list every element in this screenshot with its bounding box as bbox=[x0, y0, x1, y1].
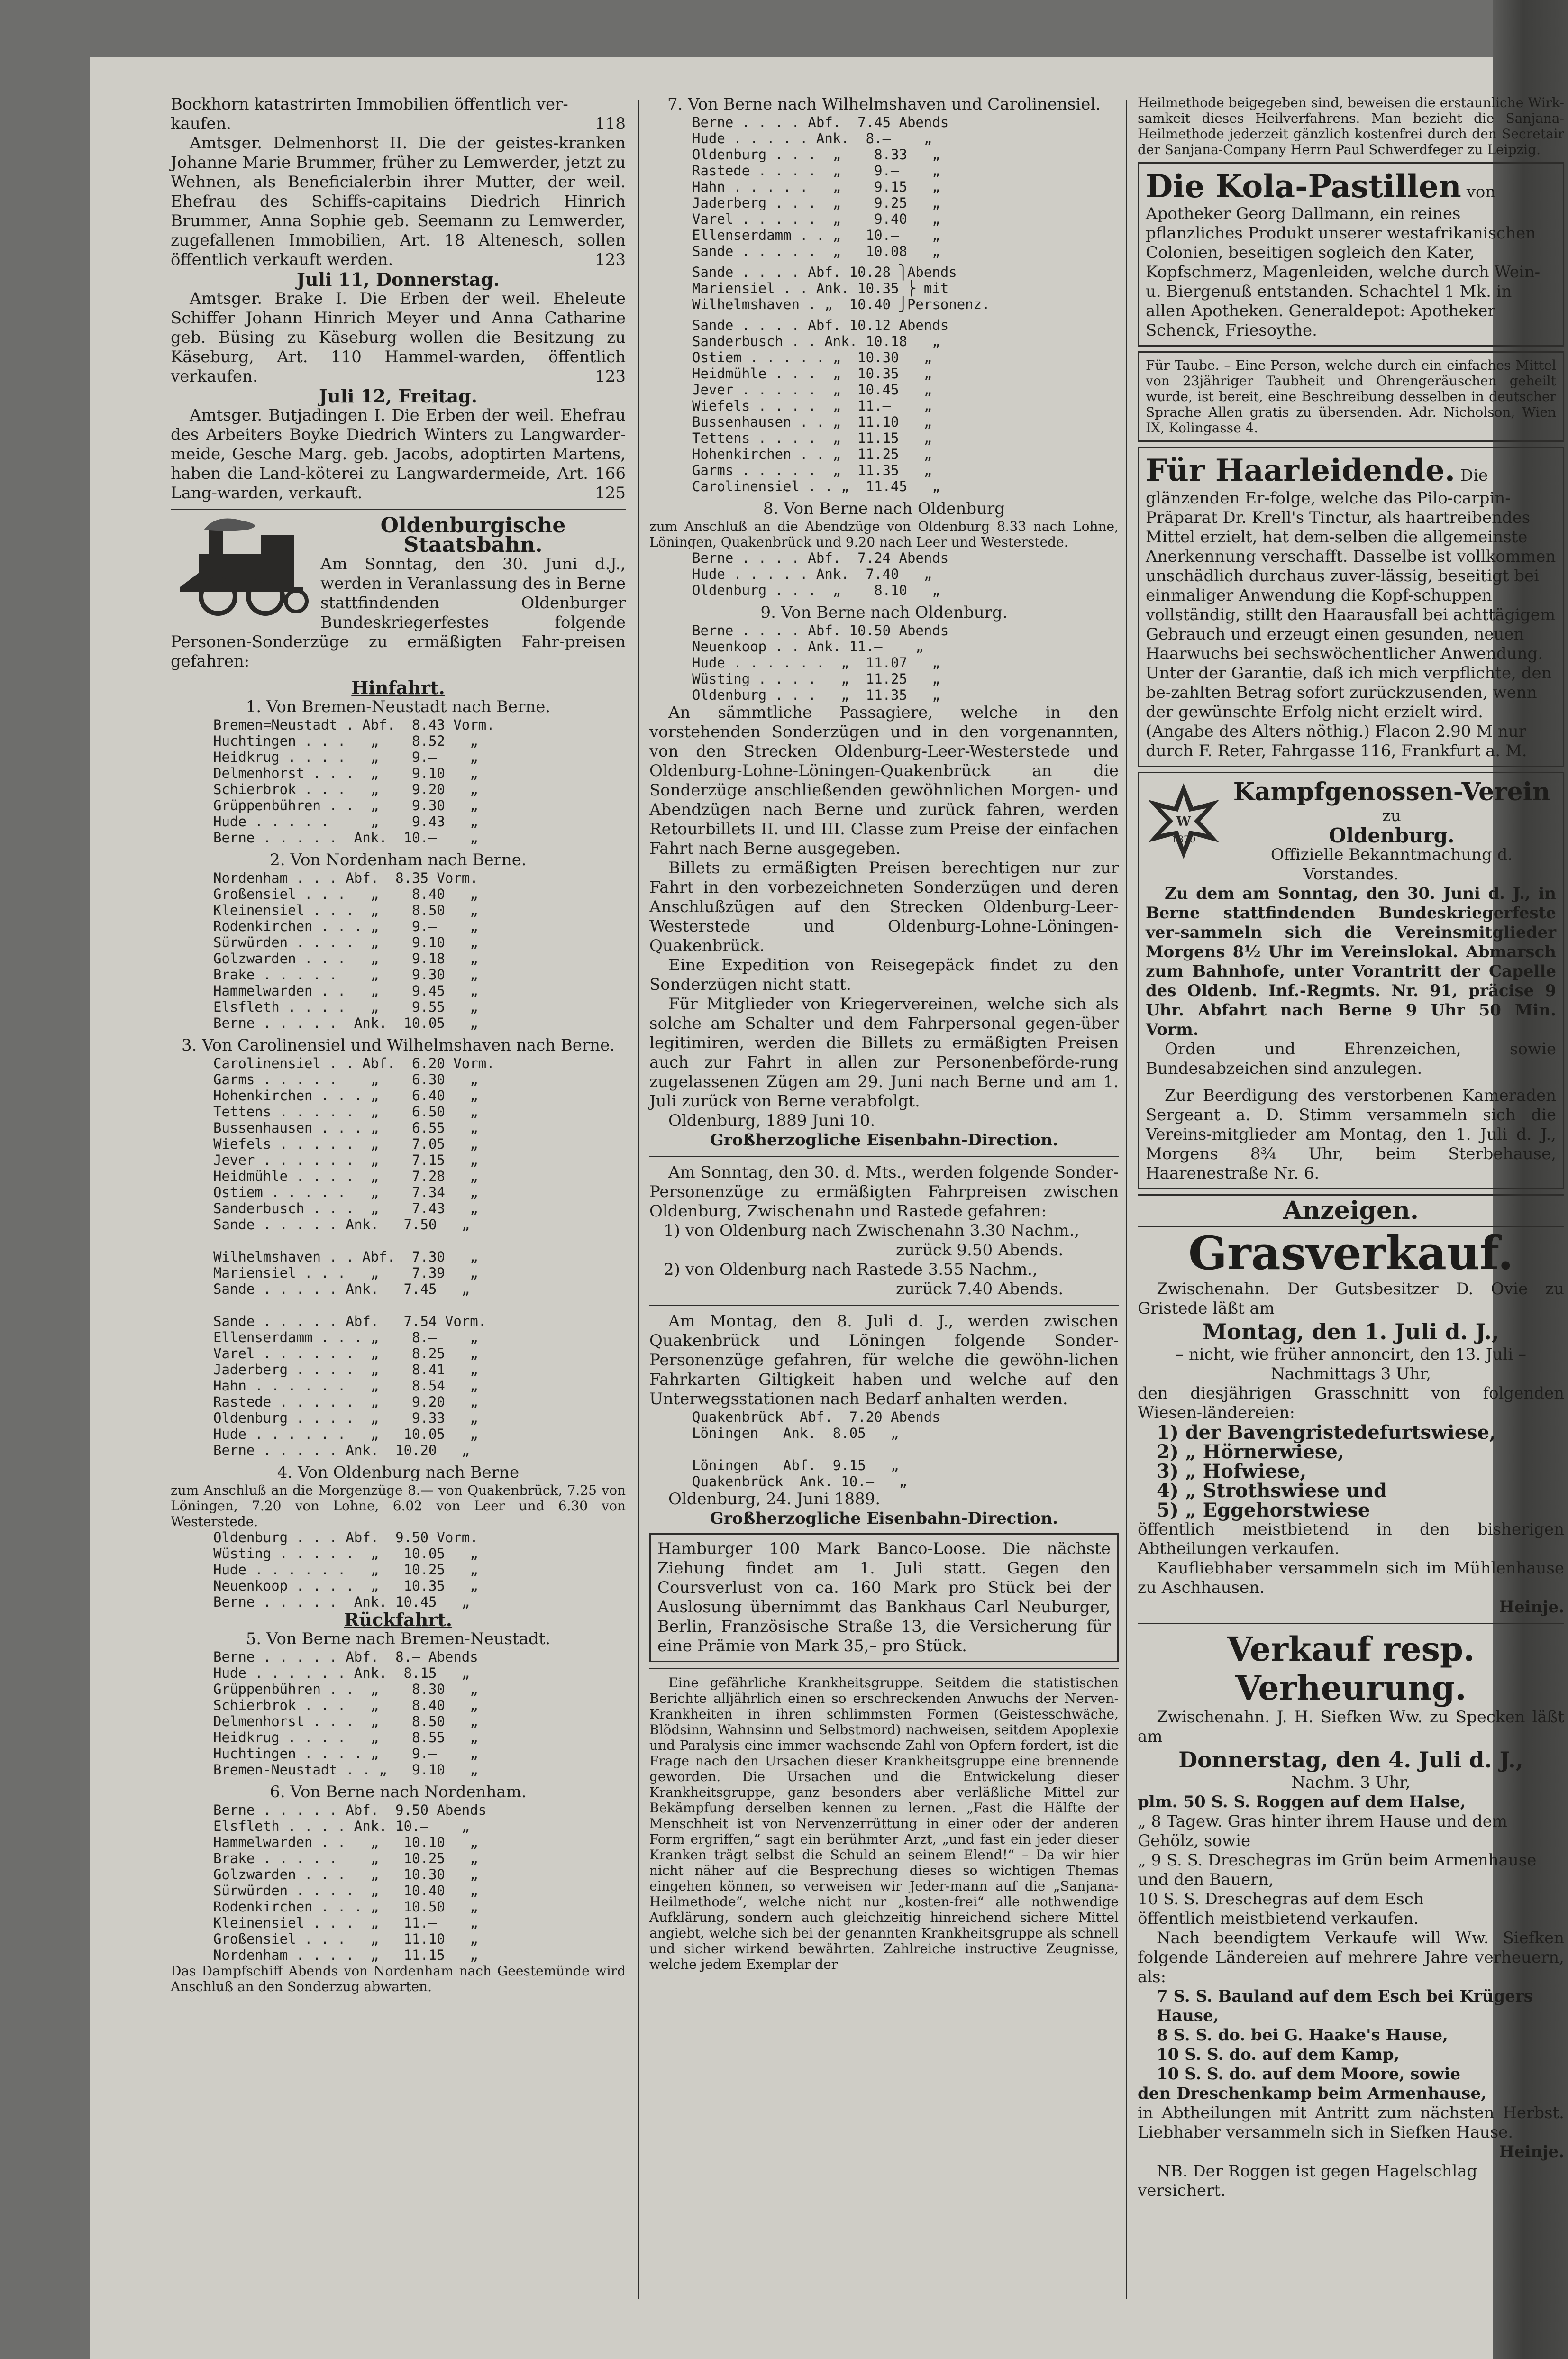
svg-text:W: W bbox=[1176, 814, 1191, 829]
gras-signature: Heinje. bbox=[1499, 1598, 1564, 1617]
verkauf-land-4: 10 S. S. do. auf dem Moore, sowie bbox=[1157, 2065, 1460, 2084]
verkauf-text-1: Zwischenahn. J. H. Siefken Ww. zu Specken läßt am bbox=[1138, 1708, 1564, 1746]
kampf-zu: zu bbox=[1382, 806, 1401, 825]
kola-text: von Apotheker Georg Dallmann, ein reines pflanzliches Produkt unserer westafrikanischen Colonien, beseitigen sogleich den Kater, Kopfschmerz, Magenleiden, welche durch Wein- u. Biergenuß entstanden. Schachtel 1 Mk. in allen Apotheken. Generaldepot: Apotheker Schenck, Friesoythe. bbox=[1146, 183, 1541, 340]
top-line-2: kaufen. 118 bbox=[171, 114, 626, 133]
column-rule-2 bbox=[1126, 100, 1127, 2299]
route-4-title: 4. Von Oldenburg nach Berne bbox=[277, 1463, 520, 1482]
divider bbox=[649, 1668, 1119, 1669]
route-7-timetable: Berne . . . . Abf. 7.45 Abends Hude . . . . . Ank. 8.— „ Oldenburg . . . „ 8.33 „ Rastede . . . . „ 9.— „ Hahn . . . . . „ 9.15 „ Jaderberg . . . „ 9.25 „ Varel . . . . . „ 9.40 „ Ellenserdamm . . „ 10.— „ Sande . . . . . „ 10.08 „ bbox=[692, 114, 949, 259]
column-rule-1 bbox=[638, 100, 639, 2299]
kampf-place: Oldenburg. bbox=[1329, 824, 1455, 847]
route-6-timetable: Berne . . . . . Abf. 9.50 Abends Elsfleth . . . . Ank. 10.— „ Hammelwarden . . „ 10.10 „ Brake . . . . . „ 10.25 „ Golzwarden . . . „ 10.30 „ Sürwürden . . . . „ 10.40 „ Rodenkirchen . . . „ 10.50 „ Kleinensiel . . . „ 11.— „ Großensiel . . . „ 11.10 „ Nordenham . . . . „ 11.15 „ bbox=[213, 1802, 487, 1963]
gras-item-3: 3) „ Hofwiese, bbox=[1157, 1460, 1307, 1482]
gras-item-1: 1) der Bavengristedefurtswiese, bbox=[1157, 1421, 1496, 1444]
route-6-title: 6. Von Berne nach Nordenham. bbox=[270, 1783, 527, 1801]
gras-text-4: öffentlich meistbietend in den bisherigen Abtheilungen verkaufen. bbox=[1138, 1520, 1564, 1558]
rail-intro: Am Sonntag, den 30. Juni d.J., werden in Veranlassung des in Berne stattfindenden Oldenburger Bundeskriegerfestes folgende Personen-Sonderzüge zu ermäßigten Fahr-preisen gefahren: bbox=[171, 555, 626, 671]
verkauf-time: Nachm. 3 Uhr, bbox=[1291, 1773, 1411, 1792]
gras-title: Grasverkauf. bbox=[1188, 1226, 1514, 1280]
route-7-title: 7. Von Berne nach Wilhelmshaven und Carolinensiel. bbox=[667, 95, 1101, 114]
verkauf-item-1: plm. 50 S. S. Roggen auf dem Halse, bbox=[1138, 1792, 1466, 1811]
kampfgenossen-ad bbox=[1138, 772, 1564, 1189]
signature-date-2: Oldenburg, 24. Juni 1889. bbox=[668, 1490, 881, 1509]
route-9-title: 9. Von Berne nach Oldenburg. bbox=[760, 603, 1008, 622]
divider bbox=[649, 1156, 1119, 1157]
hamburg-lottery-ad: Hamburger 100 Mark Banco-Loose. Die nächste Ziehung findet am 1. Juli statt. Gegen den Coursverlust von ca. 160 Mark pro Stück bei der Auslosung übernimmt das Bankhaus Carl Neuburger, Berlin, Französische Straße 13, die Versicherung für eine Prämie von Mark 35,– pro Stück. bbox=[649, 1533, 1119, 1662]
signature-2: Großherzogliche Eisenbahn-Direction. bbox=[710, 1509, 1058, 1528]
verkauf-land-3: 10 S. S. do. auf dem Kamp, bbox=[1157, 2045, 1400, 2064]
route-5-title: 5. Von Berne nach Bremen-Neustadt. bbox=[246, 1629, 551, 1648]
haar-text: Die glänzenden Er-folge, welche das Pilo-carpin-Präparat Dr. Krell's Tinctur, als haartreibendes Mittel erzielt, hat dem-selben die allgemeinste Anerkennung verschafft. Dasselbe ist vollkommen unschädlich durchaus zuver-lässig, beseitigt bei einmaliger Anwendung die Kopf-schuppen vollständig, stillt den Haarausfall bei achttägigem Gebrauch und erzeugt einen gesunden, neuen Haarwuchs bei sechswöchentlicher Anwendung. Unter der Garantie, daß ich mich verpflichte, den be-zahlten Betrag sofort zurückzusenden, wenn der gewünschte Erfolg nicht erzielt wird. (Angabe des Alters nöthig.) Flacon 2.90 M nur durch F. Reter, Fahrgasse 116, Frankfurt a. M. bbox=[1146, 466, 1556, 760]
verkauf-text-2: öffentlich meistbietend verkaufen. bbox=[1138, 1909, 1419, 1928]
route-8-title: 8. Von Berne nach Oldenburg bbox=[763, 499, 1005, 518]
cross-year: 1870 bbox=[1171, 833, 1196, 845]
date-heading-1: Juli 11, Donnerstag. bbox=[296, 269, 500, 290]
kola-ad bbox=[1138, 162, 1564, 347]
veterans-notice: Für Mitglieder von Kriegervereinen, welche sich als solche am Schalter und dem Fahrpersonal gegen-über legitimiren, werden die Billets zu ermäßigten Preisen auch zur Fahrt in allen zur Personenbeförde-rung zugelassenen Zügen am 29. Juni nach Berne und am 1. Juli zurück von Berne verabfolgt. bbox=[649, 995, 1119, 1111]
gras-item-2: 2) „ Hörnerwiese, bbox=[1157, 1441, 1344, 1463]
locomotive-icon bbox=[171, 516, 313, 620]
signature-date-1: Oldenburg, 1889 Juni 10. bbox=[668, 1111, 875, 1130]
kampf-text-2: Orden und Ehrenzeichen, sowie Bundesabzeichen sind anzulegen. bbox=[1146, 1040, 1556, 1078]
health-article: Eine gefährliche Krankheitsgruppe. Seitdem die statistischen Berichte alljährlich einen so erschreckenden Anwuchs der Nerven-Krankheiten in ihren schlimmsten Formen (Geistesschwäche, Blödsinn, Wahnsinn und Selbstmord) nachweisen, seitdem Apoplexie und Paralysis eine immer wachsende Zahl von Opfern fordert, ist die Frage nach den Ursachen dieser Krankheitsgruppe eine brennende geworden. Die Ursachen und die Entwickelung dieser Krankheitsgruppe, ganz besonders aber verläßliche Mittel zur Bekämpfung derselben kennen zu lernen. „Fast die Hälfte der Menschheit ist von Nervenzerrüttung in einer oder der anderen Form ergriffen,“ sagt ein berühmter Arzt, „und fast ein jeder dieser Kranken trägt selbst die Schuld an seinem Elend!“ – Da wir hier nicht näher auf die Besprechung dieses so wichtigen Themas eingehen können, so verweisen wir Jeder-mann auf die „Sanjana-Heilmethode“, welche nicht nur „kosten-frei“ alle nothwendige Aufklärung, sondern auch gleichzeitig hinreichend sichere Mittel angiebt, welche sich bei der genannten Krankheitsgruppe als schnell und sicher wirkend bewährten. Zahlreiche instructive Zeugnisse, welche jedem Exemplar der bbox=[649, 1675, 1119, 1972]
haar-ad bbox=[1138, 447, 1564, 767]
route-4-note: zum Anschluß an die Morgenzüge 8.— von Quakenbrück, 7.25 von Löningen, 7.20 von Lohne, 6.02 von Leer und 6.30 von Westerstede. bbox=[171, 1482, 626, 1529]
top-line-1: Bockhorn katastrirten Immobilien öffentlich ver- bbox=[171, 95, 568, 114]
zwischenahn-line-2b: zurück 7.40 Abends. bbox=[896, 1280, 1064, 1298]
divider bbox=[649, 1305, 1119, 1306]
kampf-text-3: Zur Beerdigung des verstorbenen Kameraden Sergeant a. D. Stimm versammeln sich die Vereins-mitglieder am Montag, den 1. Juli d. J., Morgens 8¾ Uhr, beim Sterbehause, Haarenestraße Nr. 6. bbox=[1146, 1086, 1556, 1183]
kola-title: Die Kola-Pastillen bbox=[1146, 168, 1461, 205]
gras-item-4: 4) „ Strothswiese und bbox=[1157, 1480, 1387, 1502]
verkauf-item-3: „ 9 S. S. Dreschegras im Grün beim Armenhause und den Bauern, bbox=[1138, 1851, 1537, 1889]
zwischenahn-line-1: 1) von Oldenburg nach Zwischenahn 3.30 Nachm., bbox=[664, 1221, 1080, 1240]
route-2-title: 2. Von Nordenham nach Berne. bbox=[270, 850, 527, 869]
route-8-note: zum Anschluß an die Abendzüge von Oldenburg 8.33 nach Lohne, Löningen, Quakenbrück und 9.20 nach Leer und Westerstede. bbox=[649, 519, 1119, 550]
quakenbrueck-notice: Am Montag, den 8. Juli d. J., werden zwischen Quakenbrück und Löningen folgende Sonder-Personenzüge gefahren, für welche die gewöhn-lichen Fahrkarten Giltigkeit haben und welche auf den Unterwegsstationen nach Bedarf anhalten werden. bbox=[649, 1312, 1119, 1408]
divider bbox=[1138, 1623, 1564, 1624]
gras-item-5: 5) „ Eggehorstwiese bbox=[1157, 1499, 1370, 1521]
verkauf-nb: NB. Der Roggen ist gegen Hagelschlag versichert. bbox=[1138, 2162, 1477, 2200]
rueckfahrt-heading: Rückfahrt. bbox=[344, 1609, 453, 1630]
luggage-notice: Eine Expedition von Reisegepäck findet zu den Sonderzügen nicht statt. bbox=[649, 956, 1119, 994]
iron-cross-icon bbox=[1146, 781, 1222, 861]
zwischenahn-line-1b: zurück 9.50 Abends. bbox=[896, 1241, 1064, 1260]
gras-text-2: – nicht, wie früher annoncirt, den 13. Juli – Nachmittags 3 Uhr, bbox=[1176, 1345, 1526, 1383]
gras-date: Montag, den 1. Juli d. J., bbox=[1203, 1319, 1499, 1344]
notice-butjadingen: Amtsger. Butjadingen I. Die Erben der weil. Ehefrau des Arbeiters Boyke Diedrich Winters zu Langwarder-meide, Gesche Marg. geb. Jacobs, adoptirten Martens, haben die Land-köterei zu Langwardermeide, Art. 166 Lang-warden, verkauft. 125 bbox=[171, 406, 626, 503]
rail-title: Oldenburgische Staatsbahn. bbox=[380, 513, 566, 557]
gras-text-3: den diesjährigen Grasschnitt von folgenden Wiesen-ländereien: bbox=[1138, 1384, 1564, 1422]
taube-ad: Für Taube. – Eine Person, welche durch ein einfaches Mittel von 23jähriger Taubheit und Ohrengeräuschen geheilt wurde, ist bereit, eine Beschreibung desselben in deutscher Sprache Allen gratis zu übersenden. Adr. Nicholson, Wien IX, Kolingasse 4. bbox=[1138, 351, 1564, 442]
divider bbox=[171, 509, 626, 510]
verkauf-title: Verkauf resp. Verheurung. bbox=[1227, 1629, 1475, 1708]
kampf-sub: Offizielle Bekanntmachung d. Vorstandes. bbox=[1270, 845, 1513, 884]
verkauf-land-5: den Dreschenkamp beim Armenhause, bbox=[1138, 2084, 1486, 2103]
passenger-notice: An sämmtliche Passagiere, welche in den vorstehenden Sonderzügen und in den vorgenannten, von den Strecken Oldenburg-Leer-Westerstede und Oldenburg-Lohne-Löningen-Quakenbrück an die Sonderzüge anschließenden gewöhnlichen Morgen- und Abendzügen nach Berne und zurück fahren, werden Retourbillets II. und III. Classe zum Preise der einfachen Fahrt nach Berne ausgegeben. bbox=[649, 703, 1119, 858]
route-1-title: 1. Von Bremen-Neustadt nach Berne. bbox=[246, 697, 551, 716]
route-9-timetable: Berne . . . . Abf. 10.50 Abends Neuenkoop . . Ank. 11.— „ Hude . . . . . . „ 11.07 „ Wüsting . . . . „ 11.25 „ Oldenburg . . . „ 11.35 „ bbox=[692, 622, 949, 703]
rail-notice bbox=[171, 513, 626, 671]
verkauf-date: Donnerstag, den 4. Juli d. J., bbox=[1178, 1747, 1523, 1773]
kampf-text: Zu dem am Sonntag, den 30. Juni d. J., in Berne stattfindenden Bundeskriegerfeste ver-sammeln sich die Vereinsmitglieder Morgens 8½ Uhr im Vereinslokal. Abmarsch zum Bahnhofe, unter Vorantritt der Capelle des Oldenb. Inf.-Regmts. Nr. 91, präcise 9 Uhr. Abfahrt nach Berne 9 Uhr 50 Min. Vorm. bbox=[1146, 884, 1556, 1039]
haar-title: Für Haarleidende. bbox=[1146, 453, 1456, 488]
anzeigen-heading: Anzeigen. bbox=[1138, 1194, 1564, 1227]
verkauf-signature: Heinje. bbox=[1499, 2142, 1564, 2161]
sanjana-continued: Heilmethode beigegeben sind, beweisen die erstaunliche Wirk-samkeit dieses Heilverfahrens. Man bezieht die Sanjana-Heilmethode jederzeit gänzlich kostenfrei durch den Secretair der Sanjana-Company Herrn Paul Schwerdfeger zu Leipzig. bbox=[1138, 95, 1564, 157]
column-2 bbox=[649, 95, 1119, 1972]
route-8-timetable: Berne . . . . Abf. 7.24 Abends Hude . . . . . Ank. 7.40 „ Oldenburg . . . „ 8.10 „ bbox=[692, 550, 949, 598]
zwischenahn-line-2: 2) von Oldenburg nach Rastede 3.55 Nachm., bbox=[664, 1260, 1038, 1279]
route-4-timetable: Oldenburg . . . Abf. 9.50 Vorm. Wüsting . . . . . „ 10.05 „ Hude . . . . . . „ 10.25 „ Neuenkoop . . . . „ 10.35 „ Berne . . . . . Ank. 10.45 „ bbox=[213, 1529, 478, 1610]
gras-text-5: Kaufliebhaber versammeln sich im Mühlenhause zu Aschhausen. bbox=[1138, 1559, 1564, 1597]
route-3-timetable: Carolinensiel . . Abf. 6.20 Vorm. Garms . . . . . „ 6.30 „ Hohenkirchen . . . „ 6.40 „ Tettens . . . . . „ 6.50 „ Bussenhausen . . . „ 6.55 „ Wiefels . . . . . „ 7.05 „ Jever . . . . . . „ 7.15 „ Heidmühle . . . . „ 7.28 „ Ostiem . . . . . „ 7.34 „ Sanderbusch . . . „ 7.43 „ Sande . . . . . Ank. 7.50 „ Wilhelmshaven . . Abf. 7.30 „ Mariensiel . . . „ 7.39 „ Sande . . . . . Ank. 7.45 „ Sande . . . . . Abf. 7.54 Vorm. Ellenserdamm . . . „ 8.— „ Varel . . . . . . „ 8.25 „ Jaderberg . . . . „ 8.41 „ Hahn . . . . . . „ 8.54 „ Rastede . . . . . „ 9.20 „ Oldenburg . . . . „ 9.33 „ Hude . . . . . . „ 10.05 „ Berne . . . . . Ank. 10.20 „ bbox=[213, 1055, 495, 1458]
route-5-timetable: Berne . . . . . Abf. 8.— Abends Hude . . . . . . Ank. 8.15 „ Grüppenbühren . . „ 8.30 „ Schierbrok . . . „ 8.40 „ Delmenhorst . . . „ 8.50 „ Heidkrug . . . . „ 8.55 „ Huchtingen . . . . „ 9.— „ Bremen-Neustadt . . „ 9.10 „ bbox=[213, 1649, 478, 1778]
verkauf-text-4: in Abtheilungen mit Antritt zum nächsten Herbst. Liebhaber versammeln sich in Siefken Hause. bbox=[1138, 2103, 1564, 2142]
route-2-timetable: Nordenham . . . Abf. 8.35 Vorm. Großensiel . . . „ 8.40 „ Kleinensiel . . . „ 8.50 „ Rodenkirchen . . . „ 9.— „ Sürwürden . . . . „ 9.10 „ Golzwarden . . . „ 9.18 „ Brake . . . . . „ 9.30 „ Hammelwarden . . „ 9.45 „ Elsfleth . . . . „ 9.55 „ Berne . . . . . Ank. 10.05 „ bbox=[213, 870, 478, 1031]
quakenbrueck-timetable: Quakenbrück Abf. 7.20 Abends Löningen Ank. 8.05 „ Löningen Abf. 9.15 „ Quakenbrück Ank. 10.— „ bbox=[692, 1409, 940, 1490]
route-7b-timetable: Sande . . . . Abf. 10.28 ⎫Abends Mariensiel . . Ank. 10.35 ⎬ mit Wilhelmshaven . „ 10.40 ⎭Personenz. bbox=[692, 264, 990, 312]
route-1-timetable: Bremen=Neustadt . Abf. 8.43 Vorm. Huchtingen . . . „ 8.52 „ Heidkrug . . . . „ 9.— „ Delmenhorst . . . „ 9.10 „ Schierbrok . . . „ 9.20 „ Grüppenbühren . . „ 9.30 „ Hude . . . . . „ 9.43 „ Berne . . . . . Ank. 10.— „ bbox=[213, 717, 495, 846]
gras-text-1: Zwischenahn. Der Gutsbesitzer D. Ovie zu Gristede läßt am bbox=[1138, 1280, 1564, 1318]
verkauf-text-3: Nach beendigtem Verkaufe will Ww. Siefken folgende Ländereien auf mehrere Jahre verheuern, als: bbox=[1138, 1929, 1564, 1986]
column-1 bbox=[171, 95, 626, 1994]
verkauf-item-2: „ 8 Tagew. Gras hinter ihrem Hause und dem Gehölz, sowie bbox=[1138, 1812, 1508, 1850]
zwischenahn-notice: Am Sonntag, den 30. d. Mts., werden folgende Sonder-Personenzüge zu ermäßigten Fahrpreisen zwischen Oldenburg, Zwischenahn und Rastede gefahren: bbox=[649, 1163, 1119, 1221]
notice-delmenhorst: Amtsger. Delmenhorst II. Die der geistes-kranken Johanne Marie Brummer, früher zu Lemwerder, jetzt zu Wehnen, als Beneficialerbin ihrer Mutter, der weil. Ehefrau des Schiffs-capitains Diedrich Hinrich Brummer, Anna Sophie geb. Seemann zu Lemwerder, zugefallenen Immobilien, Art. 18 Altenesch, sollen öffentlich verkauft werden. 123 bbox=[171, 134, 626, 269]
signature-1: Großherzogliche Eisenbahn-Direction. bbox=[710, 1131, 1058, 1150]
billets-notice: Billets zu ermäßigten Preisen berechtigen nur zur Fahrt in den vorbezeichneten Sonderzügen und deren Anschlußzügen auf den Strecken Oldenburg-Leer-Westerstede und Oldenburg-Lohne-Löningen-Quakenbrück. bbox=[649, 859, 1119, 955]
kampf-title: Kampfgenossen-Verein bbox=[1233, 777, 1550, 806]
verkauf-land-1: 7 S. S. Bauland auf dem Esch bei Krügers Hause, bbox=[1157, 1987, 1533, 2025]
route-3-title: 3. Von Carolinensiel und Wilhelmshaven nach Berne. bbox=[182, 1036, 615, 1055]
route-6-note: Das Dampfschiff Abends von Nordenham nach Geestemünde wird Anschluß an den Sonderzug abwarten. bbox=[171, 1963, 626, 1994]
hinfahrt-heading: Hinfahrt. bbox=[351, 677, 445, 698]
verkauf-item-4: 10 S. S. Dreschegras auf dem Esch bbox=[1138, 1890, 1424, 1909]
route-7c-timetable: Sande . . . . Abf. 10.12 Abends Sanderbusch . . Ank. 10.18 „ Ostiem . . . . . „ 10.30 „ Heidmühle . . . „ 10.35 „ Jever . . . . . „ 10.45 „ Wiefels . . . . „ 11.— „ Bussenhausen . . „ 11.10 „ Tettens . . . . „ 11.15 „ Hohenkirchen . . „ 11.25 „ Garms . . . . . „ 11.35 „ Carolinensiel . . „ 11.45 „ bbox=[692, 317, 949, 494]
verkauf-land-2: 8 S. S. do. bei G. Haake's Hause, bbox=[1157, 2026, 1448, 2045]
date-heading-2: Juli 12, Freitag. bbox=[319, 385, 477, 407]
column-3 bbox=[1138, 95, 1564, 2332]
notice-brake: Amtsger. Brake I. Die Erben der weil. Eheleute Schiffer Johann Hinrich Meyer und Anna Catharine geb. Büsing zu Käseburg wollen die Besitzung zu Käseburg, Art. 110 Hammel-warden, öffentlich verkaufen. 123 bbox=[171, 289, 626, 386]
